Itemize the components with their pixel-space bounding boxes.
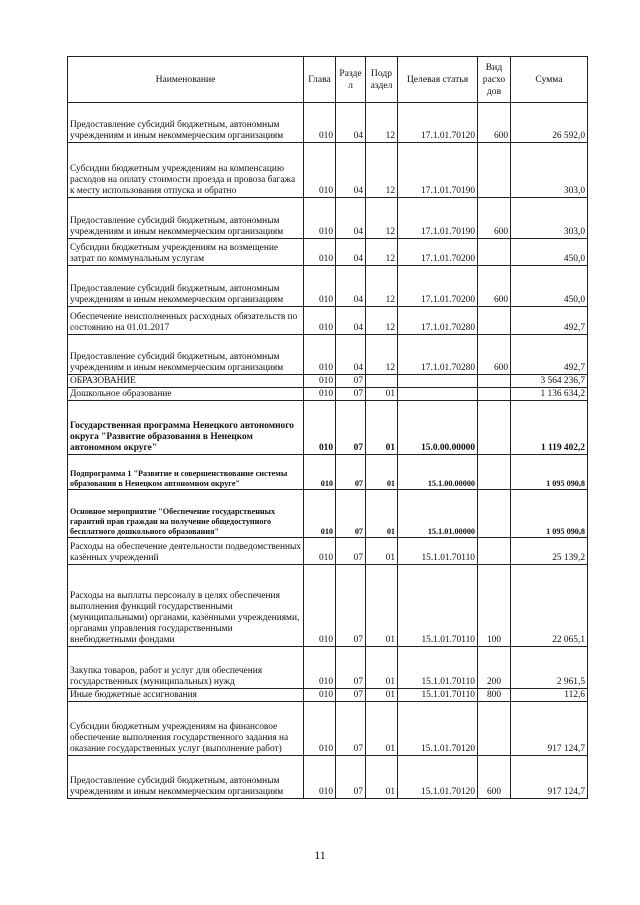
- table-row: [68, 401, 588, 455]
- row-glava: 010: [304, 239, 336, 266]
- row-glava: 010: [304, 756, 336, 799]
- row-vid: [478, 401, 511, 455]
- row-sum: 1 119 402,2: [511, 401, 588, 455]
- row-vid: 800: [478, 689, 511, 702]
- row-podrazdel: 01: [366, 565, 398, 647]
- row-sum: 303,0: [511, 143, 588, 198]
- row-vid: 600: [478, 266, 511, 307]
- row-target: 17.1.01.70120: [398, 103, 478, 143]
- row-glava: 010: [304, 401, 336, 455]
- row-name: Предоставление субсидий бюджетным, автономным учреждениям и иным некоммерческим организациям: [68, 198, 304, 239]
- table-row: [68, 307, 588, 335]
- row-sum: 450,0: [511, 266, 588, 307]
- row-target: 15.1.00.00000: [398, 455, 478, 490]
- page-number: 11: [314, 848, 326, 862]
- row-razdel: 07: [336, 401, 366, 455]
- table-header-row: [68, 57, 588, 103]
- row-vid: [478, 307, 511, 335]
- row-razdel: 07: [336, 455, 366, 490]
- row-target: 15.1.01.70110: [398, 538, 478, 565]
- row-podrazdel: 01: [366, 702, 398, 756]
- row-target: 17.1.01.70190: [398, 143, 478, 198]
- row-vid: 600: [478, 756, 511, 799]
- table-row: [68, 702, 588, 756]
- row-name: Обеспечение неисполненных расходных обязательств по состоянию на 01.01.2017: [68, 307, 304, 335]
- row-name: Государственная программа Ненецкого автономного округа "Развитие образования в Ненецком автономном округе": [68, 401, 304, 455]
- table-row: [68, 239, 588, 266]
- row-target: 15.0.00.00000: [398, 401, 478, 455]
- header-target: Целевая статья: [398, 57, 478, 103]
- table-row: [68, 565, 588, 647]
- row-target: 17.1.01.70190: [398, 198, 478, 239]
- row-sum: 1 095 090,8: [511, 455, 588, 490]
- row-name: Субсидии бюджетным учреждениям на компенсацию расходов на оплату стоимости проезда и провоза багажа к месту использования отпуска и обратно: [68, 143, 304, 198]
- row-name: Иные бюджетные ассигнования: [68, 689, 304, 702]
- row-name: Основное мероприятие "Обеспечение государственных гарантий прав граждан на получение общедоступного бесплатного дошкольного образования": [68, 490, 304, 538]
- header-sum: Сумма: [511, 57, 588, 103]
- header-vid: Вид расхо дов: [478, 57, 511, 103]
- row-vid: [478, 143, 511, 198]
- row-razdel: 07: [336, 689, 366, 702]
- row-razdel: 07: [336, 647, 366, 689]
- row-razdel: 07: [336, 756, 366, 799]
- row-glava: 010: [304, 198, 336, 239]
- row-sum: 492,7: [511, 335, 588, 375]
- table-row: [68, 490, 588, 538]
- row-razdel: 04: [336, 239, 366, 266]
- header-podrazdel: Подр аздел: [366, 57, 398, 103]
- table-row: [68, 143, 588, 198]
- table-row: [68, 538, 588, 565]
- table-row: [68, 388, 588, 401]
- row-glava: 010: [304, 266, 336, 307]
- table-row: [68, 375, 588, 388]
- header-name: Наименование: [68, 57, 304, 103]
- row-sum: 112,6: [511, 689, 588, 702]
- row-glava: 010: [304, 647, 336, 689]
- row-sum: 1 136 634,2: [511, 388, 588, 401]
- row-target: 17.1.01.70200: [398, 239, 478, 266]
- row-name: Предоставление субсидий бюджетным, автономным учреждениям и иным некоммерческим организациям: [68, 103, 304, 143]
- row-sum: 917 124,7: [511, 702, 588, 756]
- row-target: 17.1.01.70280: [398, 335, 478, 375]
- table-row: [68, 198, 588, 239]
- row-target: 17.1.01.70200: [398, 266, 478, 307]
- row-target: 15.1.01.70120: [398, 702, 478, 756]
- row-sum: 25 139,2: [511, 538, 588, 565]
- row-sum: 450,0: [511, 239, 588, 266]
- table-row: [68, 455, 588, 490]
- row-razdel: 04: [336, 335, 366, 375]
- row-target: 15.1.01.70110: [398, 565, 478, 647]
- row-podrazdel: 12: [366, 239, 398, 266]
- row-name: Субсидии бюджетным учреждениям на финансовое обеспечение выполнения государственного задания на оказание государственных услуг (выполнение работ): [68, 702, 304, 756]
- row-razdel: 07: [336, 490, 366, 538]
- row-glava: 010: [304, 702, 336, 756]
- row-razdel: 04: [336, 307, 366, 335]
- row-sum: 917 124,7: [511, 756, 588, 799]
- row-name: ОБРАЗОВАНИЕ: [68, 375, 304, 388]
- row-razdel: 04: [336, 103, 366, 143]
- row-target: 15.1.01.70120: [398, 756, 478, 799]
- row-vid: 100: [478, 565, 511, 647]
- row-podrazdel: 12: [366, 266, 398, 307]
- table-row: [68, 335, 588, 375]
- table-row: [68, 103, 588, 143]
- row-razdel: 04: [336, 143, 366, 198]
- row-razdel: 07: [336, 375, 366, 388]
- row-glava: 010: [304, 490, 336, 538]
- row-sum: 3 564 236,7: [511, 375, 588, 388]
- table-row: [68, 756, 588, 799]
- row-name: Предоставление субсидий бюджетным, автономным учреждениям и иным некоммерческим организациям: [68, 335, 304, 375]
- row-sum: 26 592,0: [511, 103, 588, 143]
- row-vid: 600: [478, 198, 511, 239]
- row-name: Субсидии бюджетным учреждениям на возмещение затрат по коммунальным услугам: [68, 239, 304, 266]
- row-name: Дошкольное образование: [68, 388, 304, 401]
- header-glava: Глава: [304, 57, 336, 103]
- row-name: Закупка товаров, работ и услуг для обеспечения государственных (муниципальных) нужд: [68, 647, 304, 689]
- row-podrazdel: 01: [366, 538, 398, 565]
- row-glava: 010: [304, 455, 336, 490]
- header-razdel: Разде л: [336, 57, 366, 103]
- row-glava: 010: [304, 103, 336, 143]
- row-name: Предоставление субсидий бюджетным, автономным учреждениям и иным некоммерческим организациям: [68, 756, 304, 799]
- table-row: [68, 647, 588, 689]
- row-vid: [478, 375, 511, 388]
- row-podrazdel: 01: [366, 388, 398, 401]
- row-podrazdel: 01: [366, 401, 398, 455]
- row-razdel: 07: [336, 538, 366, 565]
- row-target: 15.1.01.70110: [398, 647, 478, 689]
- table-row: [68, 266, 588, 307]
- row-podrazdel: 01: [366, 455, 398, 490]
- row-vid: [478, 702, 511, 756]
- row-sum: 492,7: [511, 307, 588, 335]
- row-razdel: 07: [336, 565, 366, 647]
- row-target: [398, 388, 478, 401]
- row-glava: 010: [304, 388, 336, 401]
- row-razdel: 07: [336, 388, 366, 401]
- budget-table: [67, 56, 588, 799]
- row-razdel: 04: [336, 198, 366, 239]
- row-podrazdel: 01: [366, 490, 398, 538]
- row-glava: 010: [304, 307, 336, 335]
- row-vid: [478, 239, 511, 266]
- row-target: [398, 375, 478, 388]
- row-sum: 1 095 090,8: [511, 490, 588, 538]
- row-sum: 303,0: [511, 198, 588, 239]
- row-podrazdel: 01: [366, 756, 398, 799]
- row-podrazdel: 12: [366, 143, 398, 198]
- row-target: 15.1.01.00000: [398, 490, 478, 538]
- table-row: [68, 689, 588, 702]
- row-podrazdel: 12: [366, 307, 398, 335]
- row-vid: 200: [478, 647, 511, 689]
- row-name: Подпрограмма 1 "Развитие и совершенствование системы образования в Ненецком автономном округе": [68, 455, 304, 490]
- row-sum: 2 961,5: [511, 647, 588, 689]
- row-podrazdel: 12: [366, 198, 398, 239]
- row-razdel: 07: [336, 702, 366, 756]
- row-podrazdel: 12: [366, 335, 398, 375]
- row-name: Предоставление субсидий бюджетным, автономным учреждениям и иным некоммерческим организациям: [68, 266, 304, 307]
- row-podrazdel: 12: [366, 103, 398, 143]
- row-sum: 22 065,1: [511, 565, 588, 647]
- row-name: Расходы на выплаты персоналу в целях обеспечения выполнения функций государственными (муниципальными) органами, казёнными учреждениями, органами управления государственными внебюджетными фондами: [68, 565, 304, 647]
- row-podrazdel: 01: [366, 647, 398, 689]
- row-vid: [478, 388, 511, 401]
- row-podrazdel: [366, 375, 398, 388]
- row-vid: [478, 455, 511, 490]
- row-vid: [478, 490, 511, 538]
- row-target: 17.1.01.70280: [398, 307, 478, 335]
- row-name: Расходы на обеспечение деятельности подведомственных казённых учреждений: [68, 538, 304, 565]
- row-glava: 010: [304, 143, 336, 198]
- row-razdel: 04: [336, 266, 366, 307]
- row-target: 15.1.01.70110: [398, 689, 478, 702]
- row-glava: 010: [304, 375, 336, 388]
- row-glava: 010: [304, 565, 336, 647]
- row-glava: 010: [304, 689, 336, 702]
- row-podrazdel: 01: [366, 689, 398, 702]
- row-glava: 010: [304, 538, 336, 565]
- row-glava: 010: [304, 335, 336, 375]
- row-vid: 600: [478, 335, 511, 375]
- row-vid: [478, 538, 511, 565]
- row-vid: 600: [478, 103, 511, 143]
